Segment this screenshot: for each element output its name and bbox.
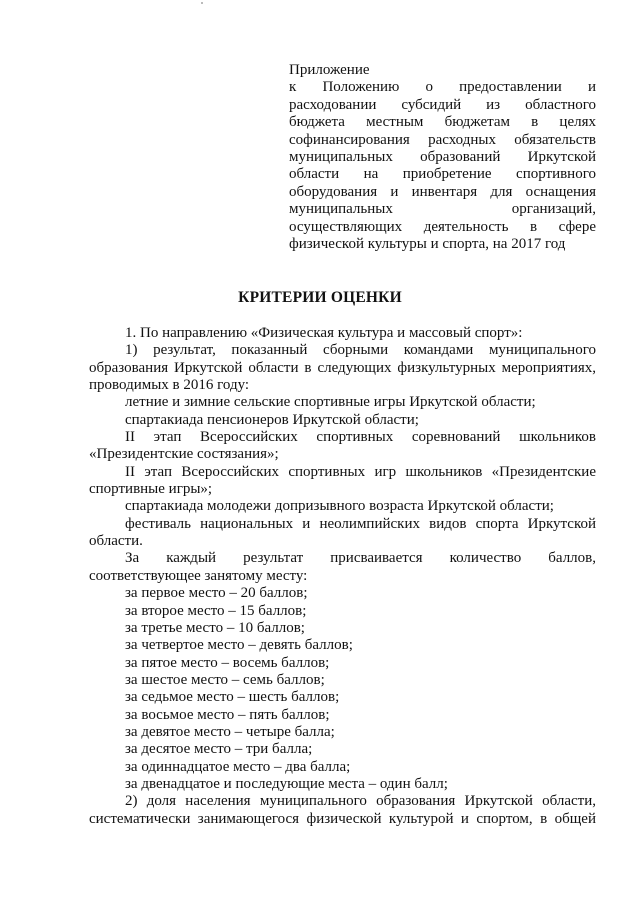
appendix-line: к Положению о предоставлении и — [289, 79, 596, 96]
place-score: за девятое место – четыре балла; — [125, 723, 335, 740]
event-item: спартакиада пенсионеров Иркутской области; — [125, 411, 419, 428]
place-score: за четвертое место – девять баллов; — [125, 637, 353, 654]
scan-speck — [201, 2, 203, 4]
criterion-1-line: образования Иркутской области в следующих физкультурных мероприятиях, — [89, 359, 596, 376]
section-heading: 1. По направлению «Физическая культура и массовый спорт»: — [125, 325, 523, 341]
event-item: фестиваль национальных и неолимпийских видов спорта Иркутской — [125, 515, 596, 532]
event-item: спартакиада молодежи допризывного возраста Иркутской области; — [125, 498, 554, 515]
place-score: за десятое место – три балла; — [125, 741, 313, 758]
event-item-cont: спортивные игры»; — [89, 481, 213, 498]
document-body — [89, 325, 596, 828]
criterion-2-line: систематически занимающегося физической культурой и спортом, в общей — [89, 810, 596, 827]
place-score: за шестое место – семь баллов; — [125, 671, 325, 688]
place-score: за одиннадцатое место – два балла; — [125, 758, 351, 775]
appendix-header — [289, 62, 596, 253]
appendix-line: софинансирования расходных обязательств — [289, 131, 596, 148]
event-item: II этап Всероссийских спортивных игр школьников «Президентские — [125, 463, 596, 480]
appendix-line: расходовании субсидий из областного — [289, 96, 596, 113]
appendix-line: оборудования и инвентаря для оснащения — [289, 183, 596, 200]
scoring-rule: За каждый результат присваивается количество баллов, — [125, 550, 596, 567]
place-score: за седьмое место – шесть баллов; — [125, 689, 340, 706]
criterion-1-line: 1) результат, показанный сборными командами муниципального — [125, 342, 596, 359]
place-score: за двенадцатое и последующие места – один балл; — [125, 775, 448, 792]
event-item-cont: «Президентские состязания»; — [89, 446, 279, 463]
appendix-line: области на приобретение спортивного — [289, 166, 596, 183]
scoring-rule-cont: соответствующее занятому месту: — [89, 567, 308, 584]
appendix-line-last: физической культуры и спорта, на 2017 год — [289, 236, 566, 253]
place-score: за восьмое место – пять баллов; — [125, 706, 330, 723]
appendix-line: муниципальных организаций, — [289, 201, 596, 218]
event-item: летние и зимние сельские спортивные игры Иркутской области; — [125, 394, 536, 411]
event-item-cont: области. — [89, 533, 143, 550]
appendix-label: Приложение — [289, 62, 370, 78]
place-score: за третье место – 10 баллов; — [125, 619, 305, 636]
place-score: за пятое место – восемь баллов; — [125, 654, 330, 671]
place-score: за первое место – 20 баллов; — [125, 585, 308, 602]
place-score: за второе место – 15 баллов; — [125, 602, 307, 619]
document-title: КРИТЕРИИ ОЦЕНКИ — [238, 289, 402, 306]
criterion-1-line: проводимых в 2016 году: — [89, 377, 250, 394]
appendix-line: осуществляющих деятельность в сфере — [289, 218, 596, 235]
criterion-2-line: 2) доля населения муниципального образования Иркутской области, — [125, 793, 596, 810]
appendix-line: бюджета местным бюджетам в целях — [289, 114, 596, 131]
appendix-line: муниципальных образований Иркутской — [289, 149, 596, 166]
event-item: II этап Всероссийских спортивных соревнований школьников — [125, 429, 596, 446]
